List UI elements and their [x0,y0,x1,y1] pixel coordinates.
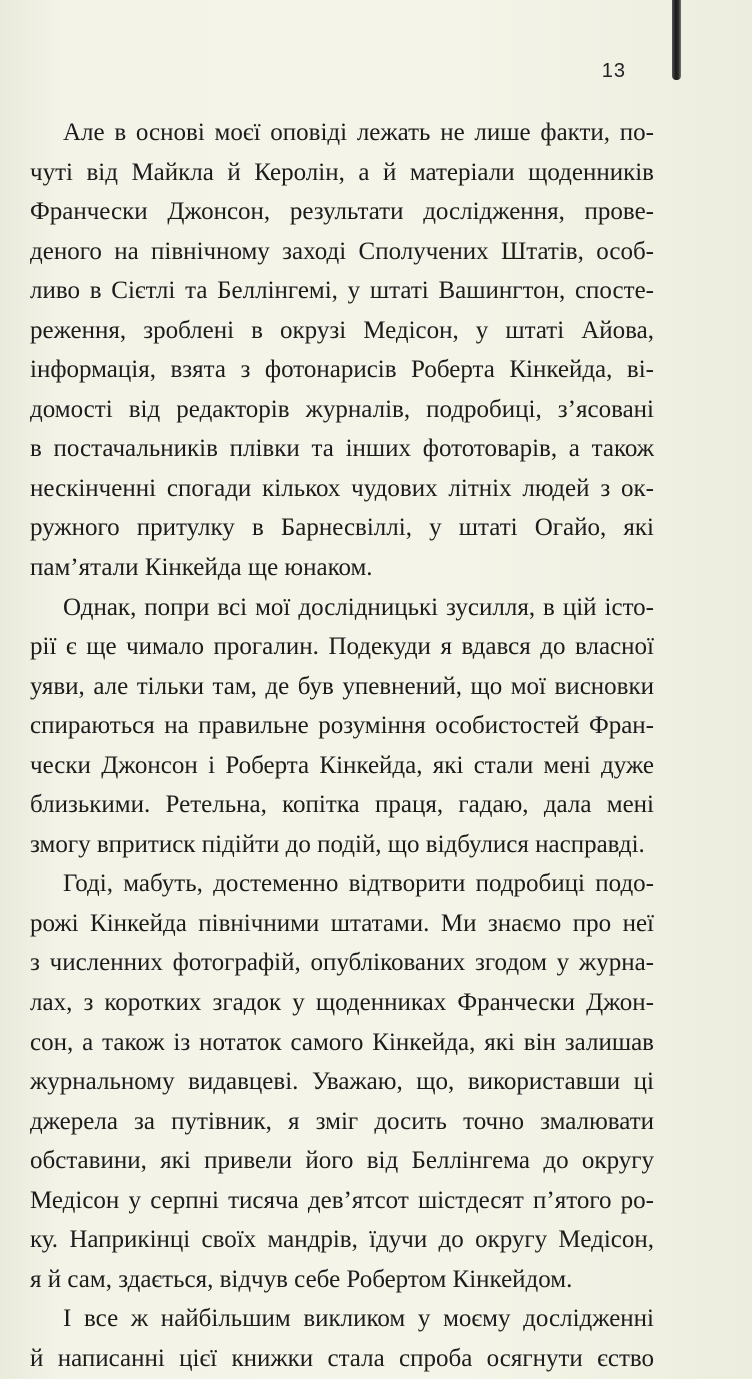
text-line: рожі Кінкейда північними штатами. Ми знаємо про неї [30,909,654,937]
text-line: сон, а також із нотаток самого Кінкейда, які він залишав [30,1028,654,1056]
text-line: ружного притулку в Барнесвіллі, у штаті Огайо, які [30,514,654,542]
text-line: деного на північному заході Сполучених Штатів, особ- [30,237,654,265]
text-line: лах, з коротких згадок у щоденниках Франчески Джон- [30,989,654,1017]
text-line: інформація, взята з фотонарисів Роберта Кінкейда, ві- [30,356,654,384]
text-line: джерела за путівник, я зміг досить точно змалювати [30,1107,654,1135]
text-line: Але в основі моєї оповіді лежать не лише факти, по- [63,119,654,146]
text-line: Годі, мабуть, достеменно відтворити подробиці подо- [63,870,654,898]
text-line: в постачальників плівки та інших фототоварів, а також [30,435,654,463]
text-line: журнальному видавцеві. Уважаю, що, використавши ці [30,1068,654,1096]
text-line: Медісон у серпні тисяча дев’ятсот шістдесят п’ятого ро- [30,1186,654,1214]
text-line: Франчески Джонсон, результати дослідження, прове- [30,198,654,226]
text-line: я й сам, здається, відчув себе Робертом Кінкейдом. [30,1265,573,1293]
text-line: І все ж найбільшим викликом у моєму дослідженні [63,1305,654,1333]
text-line: спираються на правильне розуміння особистостей Фран- [30,712,654,740]
text-line: пам’ятали Кінкейда ще юнаком. [30,554,373,582]
text-line: обставини, які привели його від Беллінгема до округу [30,1147,654,1175]
text-line: нескінченні спогади кількох чудових літніх людей з ок- [30,474,654,502]
text-line: домості від редакторів журналів, подробиці, з’ясовані [30,395,654,423]
text-line: змогу впритиск підійти до подій, що відбулися насправді. [30,830,645,858]
text-line: з численних фотографій, опублікованих згодом у журна- [30,949,654,977]
text-line: реження, зроблені в окрузі Медісон, у штаті Айова, [30,316,654,344]
text-line: уяви, але тільки там, де був упевнений, що мої висновки [30,672,654,700]
body-text [30,113,654,1379]
text-line: чески Джонсон і Роберта Кінкейда, які стали мені дуже [30,751,654,779]
text-line: близькими. Ретельна, копітка праця, гадаю, дала мені [30,791,654,819]
text-line: й написанні цієї книжки стала спроба осягнути єство [30,1344,654,1372]
text-line: рії є ще чимало прогалин. Подекуди я вдався до власної [30,633,654,661]
text-line: Однак, попри всі мої дослідницькі зусилля, в цій істо- [63,593,654,621]
page-edge-mark [672,0,681,80]
text-line: ливо в Сієтлі та Беллінгемі, у штаті Вашингтон, спосте- [30,277,654,305]
text-line: чуті від Майкла й Керолін, а й матеріали щоденників [30,158,654,186]
text-line: ку. Наприкінці своїх мандрів, їдучи до округу Медісон, [30,1226,654,1254]
page-number: 13 [601,60,626,82]
